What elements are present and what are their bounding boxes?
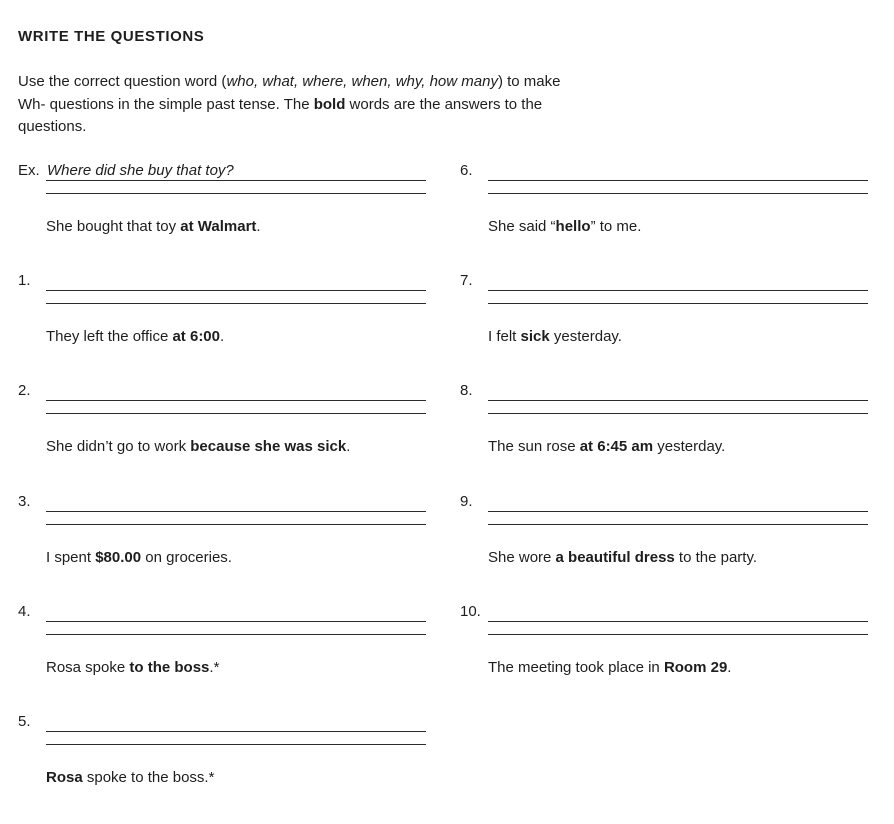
question-item-4: [18, 602, 418, 692]
answer-line-1[interactable]: [46, 161, 426, 181]
item-number: 4.: [18, 603, 31, 620]
answer-line-2[interactable]: [488, 524, 868, 525]
instructions: [18, 71, 578, 139]
answer-line-1[interactable]: [46, 712, 426, 732]
item-number: 2.: [18, 382, 31, 399]
answer-line-2[interactable]: [46, 744, 426, 745]
item-answer: Rosa spoke to the boss.*: [46, 769, 215, 786]
item-answer: She wore a beautiful dress to the party.: [488, 549, 758, 566]
question-item-10: [460, 602, 860, 692]
worksheet-title: WRITE THE QUESTIONS: [18, 28, 205, 45]
item-number: 5.: [18, 713, 31, 730]
answer-line-1[interactable]: [46, 492, 426, 512]
answer-line-1[interactable]: [46, 381, 426, 401]
answer-line-2[interactable]: [46, 303, 426, 304]
answer-line-2[interactable]: [488, 303, 868, 304]
answer-line-2[interactable]: [488, 413, 868, 414]
question-item-2: [18, 381, 418, 471]
instructions-mid: ) to make Wh- questions in the simple past tense. The: [18, 73, 561, 113]
item-answer: She said “hello” to me.: [488, 218, 642, 235]
item-answer: The meeting took place in Room 29.: [488, 659, 732, 676]
item-number: 8.: [460, 382, 473, 399]
answer-line-1[interactable]: [488, 271, 868, 291]
item-answer: She didn’t go to work because she was sick.: [46, 438, 351, 455]
answer-line-1[interactable]: [46, 602, 426, 622]
answer-line-2[interactable]: [46, 524, 426, 525]
question-item-7: [460, 271, 860, 361]
question-item-8: [460, 381, 860, 471]
item-answer: They left the office at 6:00.: [46, 328, 225, 345]
item-answer: Rosa spoke to the boss.*: [46, 659, 220, 676]
answer-line-1[interactable]: [488, 161, 868, 181]
question-item-9: [460, 492, 860, 582]
instructions-end: words are the answers to the questions.: [18, 95, 543, 135]
item-answer: She bought that toy at Walmart.: [46, 218, 261, 235]
answer-line-2[interactable]: [488, 193, 868, 194]
item-number: 10.: [460, 603, 481, 620]
instructions-bold-word: bold: [313, 95, 346, 113]
item-number: 6.: [460, 162, 473, 179]
question-item-1: [18, 271, 418, 361]
answer-line-1[interactable]: [46, 271, 426, 291]
question-item-5: [18, 712, 418, 802]
instructions-intro: Use the correct question word (: [18, 73, 227, 90]
answer-line-2[interactable]: [46, 193, 426, 194]
item-number: 1.: [18, 272, 31, 289]
question-item-3: [18, 492, 418, 582]
item-answer: I spent $80.00 on groceries.: [46, 549, 232, 566]
item-number: Ex.: [18, 162, 40, 179]
answer-line-2[interactable]: [46, 413, 426, 414]
item-answer: The sun rose at 6:45 am yesterday.: [488, 438, 726, 455]
answer-line-2[interactable]: [488, 634, 868, 635]
question-item-6: [460, 161, 860, 251]
item-answer: I felt sick yesterday.: [488, 328, 622, 345]
item-number: 7.: [460, 272, 473, 289]
example-item: [18, 161, 418, 251]
answer-line-1[interactable]: [488, 492, 868, 512]
example-question: Where did she buy that toy?: [47, 162, 234, 179]
answer-line-1[interactable]: [488, 602, 868, 622]
item-number: 3.: [18, 493, 31, 510]
question-words: who, what, where, when, why, how many: [226, 73, 498, 90]
answer-line-2[interactable]: [46, 634, 426, 635]
item-number: 9.: [460, 493, 473, 510]
answer-line-1[interactable]: [488, 381, 868, 401]
